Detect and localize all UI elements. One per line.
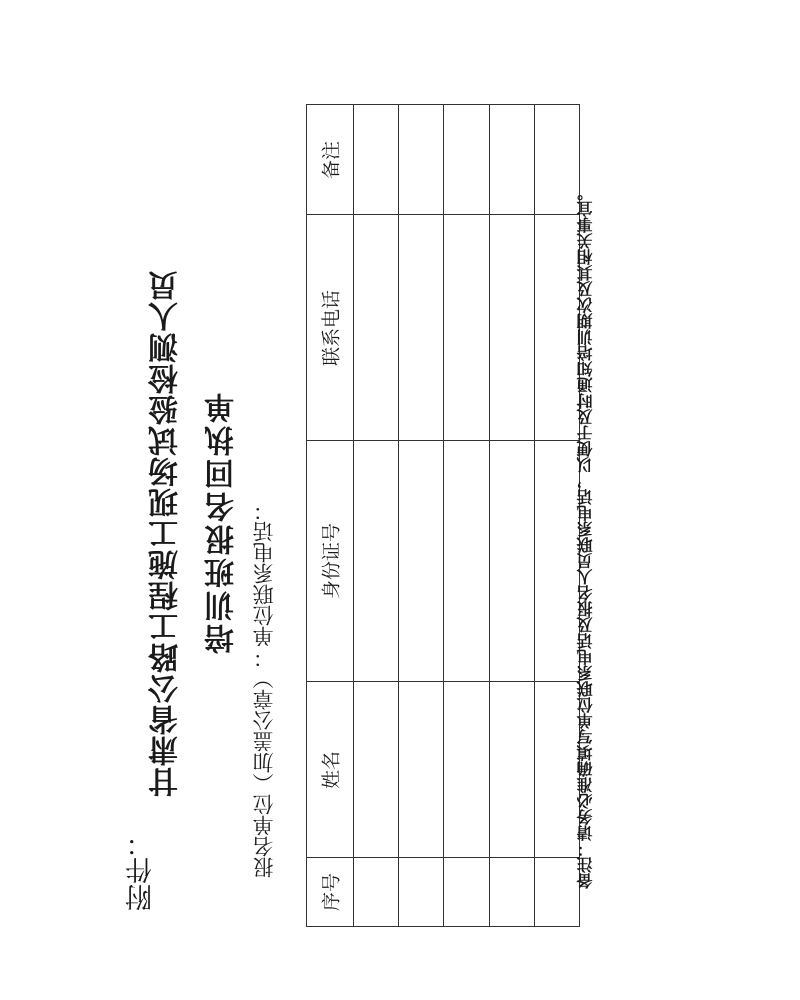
input-cell[interactable] — [354, 441, 399, 682]
input-cell[interactable] — [399, 441, 444, 682]
header-phone: 联系电话 — [320, 289, 343, 366]
header-cell-id-number — [307, 441, 354, 682]
input-cell[interactable] — [399, 215, 444, 441]
table-row-name — [307, 682, 580, 858]
input-cell[interactable] — [444, 215, 489, 441]
header-cell-index — [307, 858, 354, 927]
table-row-remarks — [307, 105, 580, 215]
input-cell[interactable] — [534, 682, 579, 858]
input-cell[interactable] — [444, 858, 489, 927]
input-cell[interactable] — [534, 105, 579, 215]
input-cell[interactable] — [534, 441, 579, 682]
input-cell[interactable] — [534, 215, 579, 441]
header-remarks: 备注 — [320, 140, 343, 179]
input-cell[interactable] — [534, 858, 579, 927]
registration-unit-line: 报名单位（加盖公章）：单位联系电话： — [252, 500, 276, 878]
input-cell[interactable] — [354, 105, 399, 215]
input-cell[interactable] — [399, 105, 444, 215]
attachment-label: 附件： — [126, 830, 157, 911]
header-index: 序号 — [320, 872, 343, 912]
input-cell[interactable] — [354, 682, 399, 858]
input-cell[interactable] — [489, 105, 534, 215]
input-cell[interactable] — [489, 682, 534, 858]
input-cell[interactable] — [354, 215, 399, 441]
input-cell[interactable] — [489, 215, 534, 441]
header-cell-name — [307, 682, 354, 858]
table-row-id-number — [307, 441, 580, 682]
input-cell[interactable] — [399, 682, 444, 858]
input-cell[interactable] — [354, 858, 399, 927]
header-name: 姓名 — [320, 750, 343, 789]
registration-table — [306, 104, 580, 927]
header-cell-phone — [307, 215, 354, 441]
input-cell[interactable] — [489, 858, 534, 927]
input-cell[interactable] — [444, 441, 489, 682]
header-id-number: 身份证号 — [320, 522, 343, 600]
form-subtitle: 培训班报名回执单 — [205, 390, 240, 654]
header-cell-remarks — [307, 105, 354, 215]
form-title: 甘肃省公路工程施工现场试验检测人员 — [149, 270, 184, 797]
input-cell[interactable] — [444, 105, 489, 215]
input-cell[interactable] — [444, 682, 489, 858]
footnote: 备注：请务必准确填写单位联系电话及报名人员联系电话，以便于及时通知培训期次及其相关事宜。 — [576, 185, 595, 889]
table-row-index — [307, 858, 580, 927]
input-cell[interactable] — [399, 858, 444, 927]
input-cell[interactable] — [489, 441, 534, 682]
table-row-phone — [307, 215, 580, 441]
